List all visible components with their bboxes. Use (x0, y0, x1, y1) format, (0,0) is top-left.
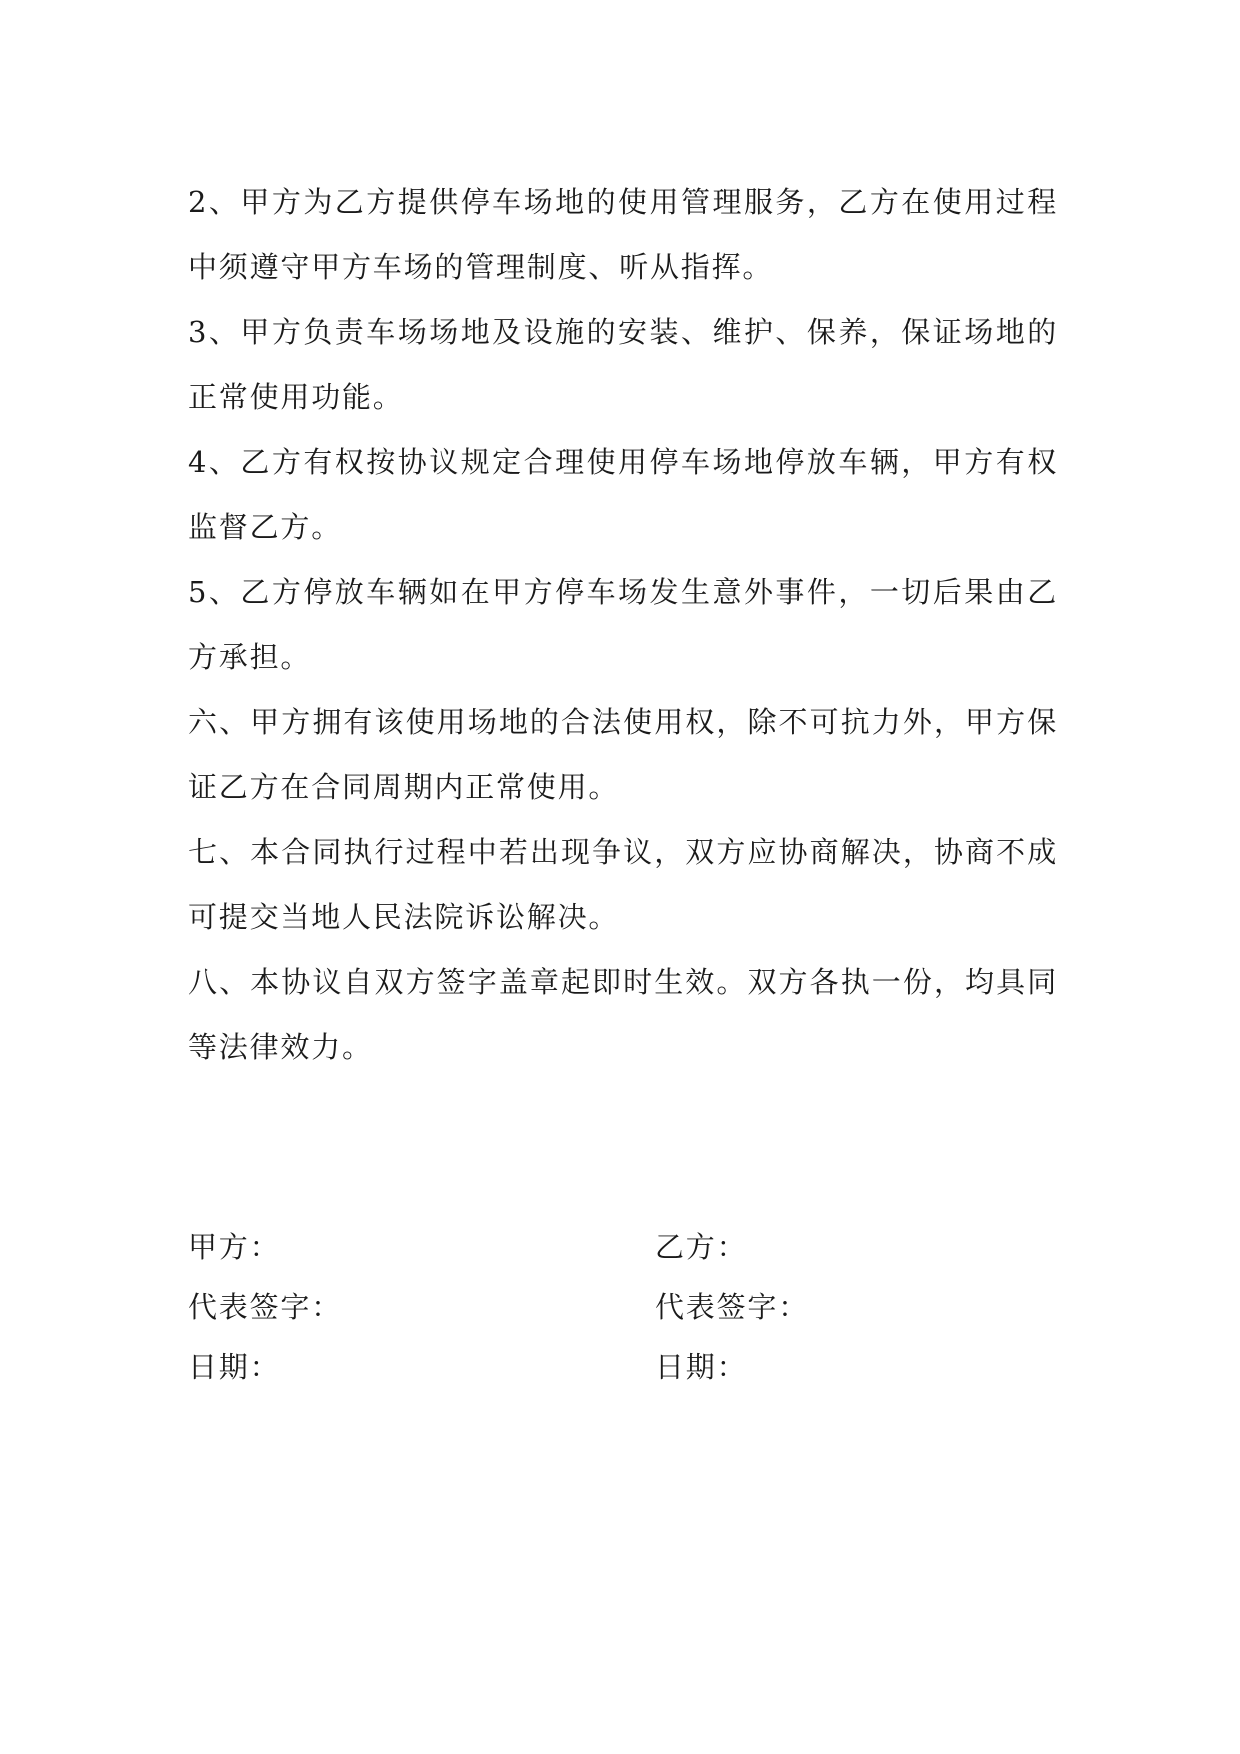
party-a-rep-signature-label: 代表签字： (188, 1290, 343, 1324)
party-a-label: 甲方： (188, 1230, 281, 1264)
clause-6: 六、甲方拥有该使用场地的合法使用权，除不可抗力外，甲方保证乙方在合同周期内正常使用。 (188, 705, 1058, 804)
signature-row-date (188, 1337, 1058, 1397)
clause-3: 3、甲方负责车场场地及设施的安装、维护、保养，保证场地的正常使用功能。 (188, 315, 1058, 414)
clause-4: 4、乙方有权按协议规定合理使用停车场地停放车辆，甲方有权监督乙方。 (188, 445, 1058, 544)
signature-row-party (188, 1217, 1058, 1277)
signature-row-representative (188, 1277, 1058, 1337)
party-b-label: 乙方： (655, 1230, 748, 1264)
signature-block (188, 1217, 1058, 1397)
contract-clauses (188, 170, 1058, 1080)
party-a-date-label: 日期： (188, 1350, 281, 1384)
clause-8: 八、本协议自双方签字盖章起即时生效。双方各执一份，均具同等法律效力。 (188, 965, 1058, 1064)
party-b-rep-signature-label: 代表签字： (655, 1290, 810, 1324)
clause-5: 5、乙方停放车辆如在甲方停车场发生意外事件，一切后果由乙方承担。 (188, 575, 1058, 674)
clause-2: 2、甲方为乙方提供停车场地的使用管理服务，乙方在使用过程中须遵守甲方车场的管理制度、听从指挥。 (188, 185, 1058, 284)
party-b-date-label: 日期： (655, 1350, 748, 1384)
clause-7: 七、本合同执行过程中若出现争议，双方应协商解决，协商不成可提交当地人民法院诉讼解决。 (188, 835, 1058, 934)
